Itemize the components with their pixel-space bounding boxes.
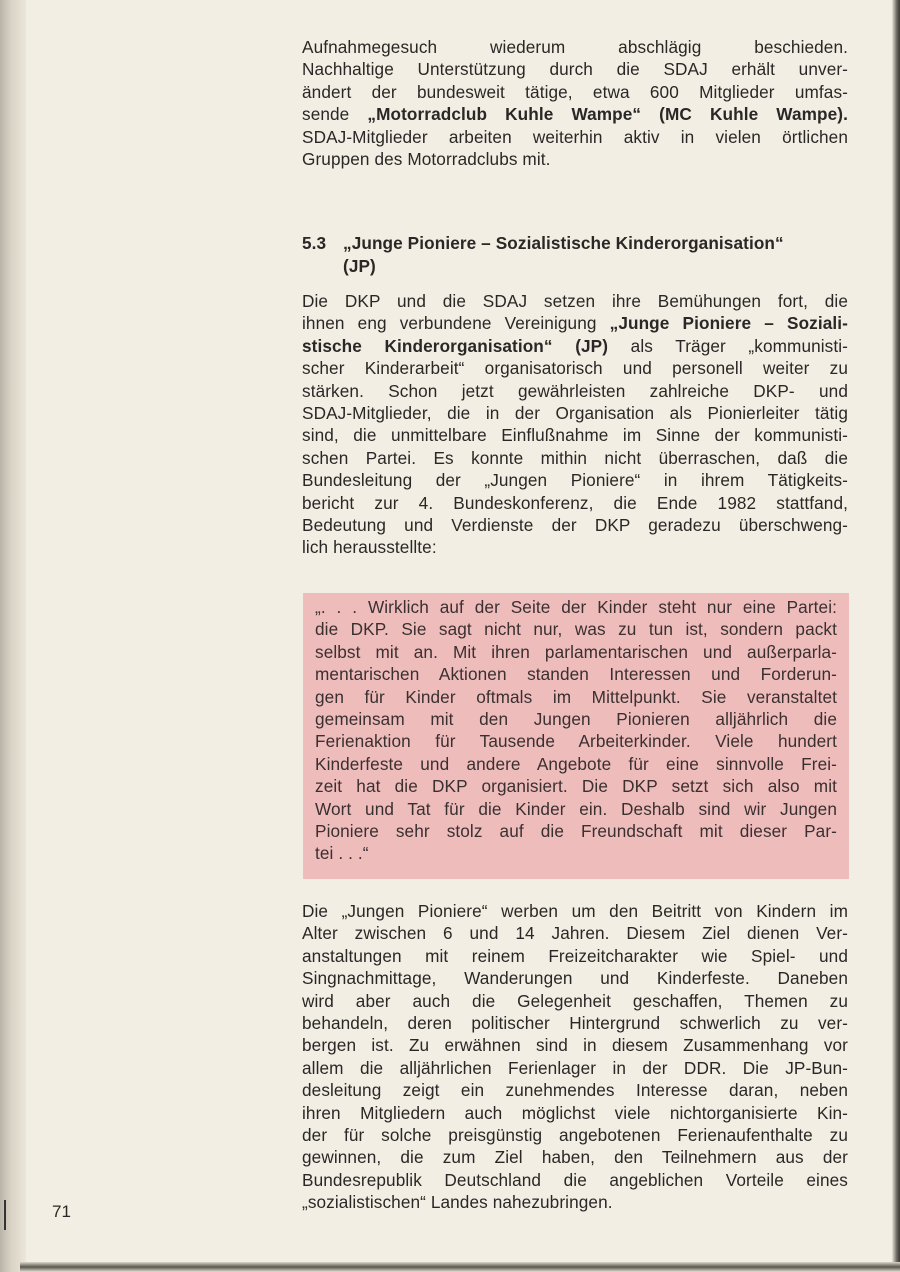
page-number: 71 <box>52 1202 71 1221</box>
text-line <box>302 1146 848 1168</box>
section-title-line-1: „Junge Pioniere – Sozialistische Kinderorganisation“ <box>343 233 784 253</box>
text-line <box>302 492 848 514</box>
text: wird aber auch die Gelegenheit geschaffen, Themen zu <box>302 990 848 1011</box>
text-line <box>302 1034 848 1056</box>
text: schen Partei. Es konnte mithin nicht überraschen, daß die <box>302 447 848 468</box>
text: sende <box>302 104 368 125</box>
text: anstaltungen mit reinem Freizeitcharakter wie Spiel- und <box>302 945 848 966</box>
text: Nachhaltige Unterstützung durch die SDAJ erhält unver- <box>302 59 848 80</box>
text: „. . . Wirklich auf der Seite der Kinder steht nur eine Partei: <box>315 597 837 617</box>
text: Bundesleitung der „Jungen Pioniere“ in ihrem Tätigkeits- <box>302 470 848 491</box>
text: Pioniere sehr stolz auf die Freundschaft mit dieser Par- <box>315 820 837 841</box>
text-line <box>315 775 837 797</box>
text-line <box>302 36 848 58</box>
text-line <box>302 1057 848 1079</box>
text-line <box>315 842 837 864</box>
text-line <box>302 380 848 402</box>
text-line <box>302 126 848 148</box>
text-line <box>302 469 848 491</box>
paragraph-recruitment <box>302 900 848 1213</box>
book-binding-edge <box>0 0 26 1272</box>
text: lich herausstellte: <box>302 537 437 558</box>
text-line <box>302 447 848 469</box>
text: Ferienaktion für Tausende Arbeiterkinder. Viele hundert <box>315 731 837 752</box>
section-number: 5.3 <box>302 233 327 253</box>
text: bergen ist. Zu erwähnen sind in diesem Zusammenhang vor <box>302 1035 848 1056</box>
page-bottom-edge <box>20 1262 900 1272</box>
text-line <box>302 945 848 967</box>
text: Wort und Tat für die Kinder ein. Deshalb sind wir Jungen <box>315 798 837 819</box>
bold-text: „Motorradclub Kuhle Wampe“ (MC Kuhle Wampe). <box>367 104 848 125</box>
text-line <box>315 686 837 708</box>
text-line <box>302 1012 848 1034</box>
text-line <box>315 798 837 820</box>
text-line <box>315 641 837 663</box>
text-line <box>302 424 848 446</box>
text-line <box>302 922 848 944</box>
text: Die DKP und die SDAJ setzen ihre Bemühungen fort, die <box>302 291 848 311</box>
text-line <box>302 357 848 379</box>
text-line <box>302 81 848 103</box>
text: „sozialistischen“ Landes nahezubringen. <box>302 1192 613 1213</box>
text: SDAJ-Mitglieder, die in der Organisation als Pionierleiter tätig <box>302 402 848 423</box>
text-line <box>302 58 848 80</box>
text: scher Kinderarbeit“ organisatorisch und personell weiter zu <box>302 358 848 379</box>
text: sind, die unmittelbare Einflußnahme im Sinne der kommunisti- <box>302 425 848 446</box>
text-line <box>315 618 837 640</box>
text: allem die alljährlichen Ferienlager in der DDR. Die JP-Bun- <box>302 1057 848 1078</box>
text: der für solche preisgünstig angebotenen Ferienaufenthalte zu <box>302 1124 848 1145</box>
text: Singnachmittage, Wanderungen und Kinderfeste. Daneben <box>302 968 848 989</box>
quote-text <box>315 596 837 865</box>
text-line <box>302 1079 848 1101</box>
text: tei . . .“ <box>315 843 369 864</box>
text: desleitung zeigt ein zunehmendes Interesse daran, neben <box>302 1080 848 1101</box>
text: behandeln, deren politischer Hintergrund schwerlich zu ver- <box>302 1012 848 1033</box>
text-line <box>302 967 848 989</box>
paragraph-junge-pioniere <box>302 290 848 559</box>
text-line <box>302 1169 848 1191</box>
text: als Träger „kommunisti- <box>608 335 848 356</box>
text: Kinderfeste und andere Angebote für eine sinnvolle Frei- <box>315 753 837 774</box>
paragraph-motorradclub <box>302 36 848 170</box>
text: Alter zwischen 6 und 14 Jahren. Diesem Ziel dienen Ver- <box>302 923 848 944</box>
text-line <box>302 402 848 424</box>
text-line <box>315 596 837 618</box>
text: Die „Jungen Pioniere“ werben um den Beitritt von Kindern im <box>302 901 848 921</box>
text-line <box>302 536 848 558</box>
text: stärken. Schon jetzt gewährleisten zahlreiche DKP- und <box>302 380 848 401</box>
text-line <box>302 1124 848 1146</box>
text-line <box>302 1191 848 1213</box>
bold-text: stische Kinderorganisation“ (JP) <box>302 335 609 356</box>
text: selbst mit an. Mit ihren parlamentarischen und außerparla- <box>315 641 837 662</box>
text: SDAJ-Mitglieder arbeiten weiterhin aktiv in vielen örtlichen <box>302 126 848 147</box>
page-right-edge <box>892 0 900 1272</box>
text-line <box>302 312 848 334</box>
text-line <box>302 514 848 536</box>
text-line <box>315 820 837 842</box>
text-line <box>302 1102 848 1124</box>
text: mentarischen Aktionen standen Interessen und Forderun- <box>315 664 837 685</box>
text: gemeinsam mit den Jungen Pionieren alljährlich die <box>315 708 837 729</box>
text: Bundesrepublik Deutschland die angeblichen Vorteile eines <box>302 1169 848 1190</box>
text: Gruppen des Motorradclubs mit. <box>302 148 551 169</box>
text: bericht zur 4. Bundeskonferenz, die Ende 1982 stattfand, <box>302 492 848 513</box>
text-line <box>315 663 837 685</box>
text: Aufnahmegesuch wiederum abschlägig beschieden. <box>302 37 848 57</box>
binding-mark <box>4 1200 6 1230</box>
text: die DKP. Sie sagt nicht nur, was zu tun ist, sondern packt <box>315 619 837 640</box>
text: ihren Mitgliedern auch möglichst viele nichtorganisierte Kin- <box>302 1102 848 1123</box>
text: zeit hat die DKP organisiert. Die DKP setzt sich also mit <box>315 776 837 797</box>
text-line <box>302 290 848 312</box>
text: ändert der bundesweit tätige, etwa 600 Mitglieder umfas- <box>302 81 848 102</box>
text: Bedeutung und Verdienste der DKP geradezu überschweng- <box>302 514 848 535</box>
section-title-line-2: (JP) <box>343 256 376 276</box>
text-line <box>315 730 837 752</box>
text: gen für Kinder oftmals im Mittelpunkt. Sie veranstaltet <box>315 686 837 707</box>
text: gewinnen, die zum Ziel haben, den Teilnehmern aus der <box>302 1147 848 1168</box>
bold-text: „Junge Pioniere – Soziali- <box>609 313 848 334</box>
text-line <box>302 990 848 1012</box>
text-line <box>302 103 848 125</box>
text-line <box>302 335 848 357</box>
text-line <box>315 708 837 730</box>
text: ihnen eng verbundene Vereinigung <box>302 313 610 334</box>
text-line <box>315 753 837 775</box>
text-line <box>302 148 848 170</box>
text-line <box>302 900 848 922</box>
